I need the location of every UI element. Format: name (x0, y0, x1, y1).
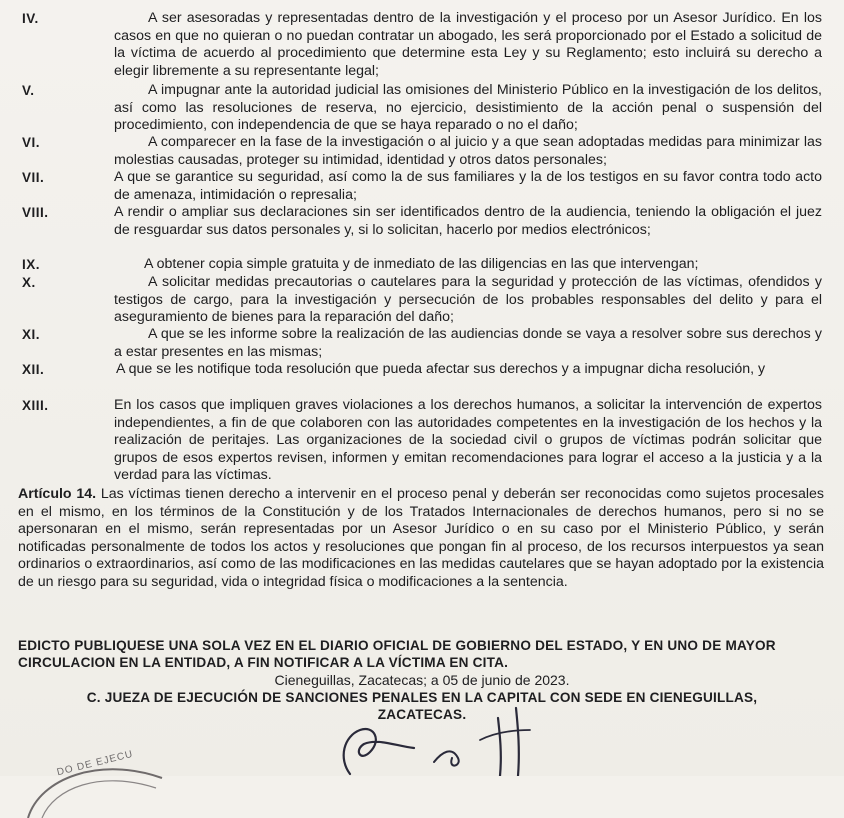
item-text: A impugnar ante la autoridad judicial las omisiones del Ministerio Público en la investigación de los delitos, así como las resoluciones de reserva, no ejercicio, desistimiento de la acción penal o suspensión del procedimiento, con independencia de que se haya reparado o no el daño; (114, 82, 822, 134)
item-number: XIII. (22, 398, 49, 413)
item-number: XII. (22, 362, 45, 377)
item-text: A rendir o ampliar sus declaraciones sin ser identificados dentro de la audiencia, teniendo la obligación el juez de resguardar sus datos personales y, si lo solicitan, hacerlo por medios electrónicos; (114, 204, 822, 238)
item-number: VI. (22, 135, 41, 150)
list-item (22, 204, 822, 239)
article-text: Las víctimas tienen derecho a intervenir en el proceso penal y deberán ser reconocidas como sujetos procesales en el mismo, en los términos de la Constitución y de los Tratados Internacionales de derechos humanos, pero si no se apersonaran en el mismo, serán representadas por un Asesor Jurídico o en su caso por el Ministerio Público, y serán notificadas personalmente de todos los actos y resoluciones que pongan fin al proceso, de los recursos interpuestos ya sean ordinarios o extraordinarios, así como de las modificaciones en las medidas cautelares que se hayan adoptado por la existencia de un riesgo para su seguridad, vida o integridad física o modificaciones a la sentencia. (18, 486, 825, 590)
place-date: Cieneguillas, Zacatecas; a 05 de junio de 2023. (274, 672, 570, 688)
item-text: A ser asesoradas y representadas dentro de la investigación y el proceso por un Asesor Jurídico. En los casos en que no quieran o no puedan contratar un abogado, les será proporcionado por el Estado a solicitud de la víctima de acuerdo al procedimiento que determine esta Ley y su Reglamento; esto incluirá su derecho a elegir libremente a su representante legal; (114, 10, 822, 79)
item-number: X. (22, 275, 36, 290)
item-text: A obtener copia simple gratuita y de inmediato de las diligencias en las que intervengan; (144, 256, 699, 272)
official-seal (20, 738, 170, 818)
list-item (22, 256, 822, 274)
item-number: IV. (22, 11, 39, 26)
item-number: XI. (22, 327, 41, 342)
article-label: Artículo 14. (18, 486, 97, 502)
article-14 (18, 486, 824, 592)
item-number: V. (22, 83, 35, 98)
list-item (22, 10, 822, 80)
handwritten-signature (330, 700, 550, 776)
item-number: VIII. (22, 205, 49, 220)
list-item (22, 82, 822, 135)
list-item (22, 326, 822, 361)
judge-title: C. JUEZA DE EJECUCIÓN DE SANCIONES PENALES EN LA CAPITAL CON SEDE EN CIENEGUILLAS, (86, 690, 758, 705)
item-text: En los casos que impliquen graves violaciones a los derechos humanos, a solicitar la intervención de expertos independientes, a fin de que colaboren con las autoridades competentes en la investigación de los hechos y la realización de peritajes. Las organizaciones de la sociedad civil o grupos de víctimas podrán solicitar que grupos de esos expertos revisen, informen y emitan recomendaciones para lograr el acceso a la justicia y a la verdad para las víctimas. (114, 397, 822, 484)
item-text: A que se garantice su seguridad, así como la de sus familiares y la de los testigos en su favor contra todo acto de amenaza, intimidación o represalia; (114, 169, 822, 203)
item-text: A que se les notifique toda resolución que pueda afectar sus derechos y a impugnar dicha resolución, y (116, 361, 766, 377)
edict-notice: EDICTO PUBLIQUESE UNA SOLA VEZ EN EL DIARIO OFICIAL DE GOBIERNO DEL ESTADO, Y EN UNO DE MAYOR CIRCULACION EN LA ENTIDAD, A FIN NOTIFICAR A LA VÍCTIMA EN CITA. (18, 638, 776, 670)
list-item (22, 169, 822, 204)
seal-text: DO DE EJECU (55, 748, 135, 779)
list-item (22, 397, 822, 485)
item-number: IX. (22, 257, 41, 272)
item-text: A que se les informe sobre la realización de las audiencias donde se vaya a resolver sobre sus derechos y a estar presentes en las mismas; (114, 326, 822, 360)
judge-title-city: ZACATECAS. (377, 707, 467, 722)
list-item (22, 361, 822, 379)
item-text: A solicitar medidas precautorias o cautelares para la seguridad y protección de las víctimas, ofendidos y testigos de cargo, para la investigación y persecución de los probables responsables del delito y para el aseguramiento de bienes para la reparación del daño; (114, 274, 822, 326)
item-number: VII. (22, 170, 45, 185)
list-item (22, 134, 822, 169)
item-text: A comparecer en la fase de la investigación o al juicio y a que sean adoptadas medidas para minimizar las molestias causadas, proteger su intimidad, identidad y otros datos personales; (114, 134, 822, 168)
list-item (22, 274, 822, 327)
